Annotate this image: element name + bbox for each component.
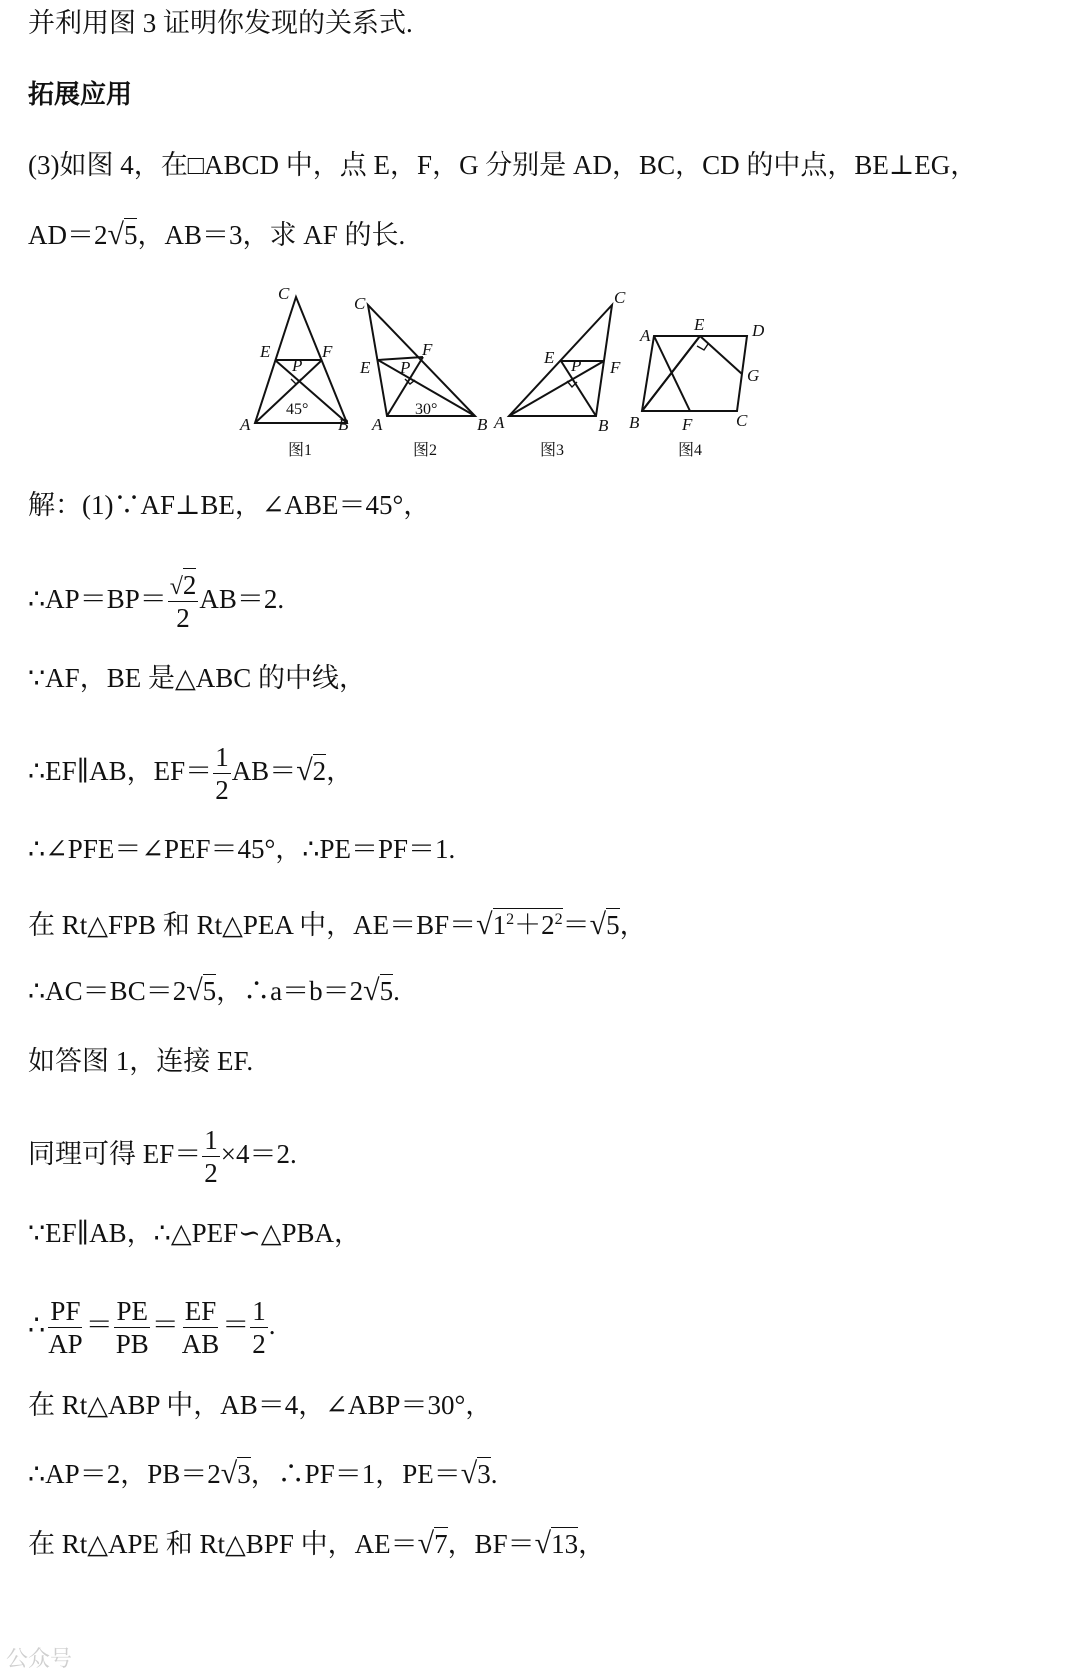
fig4-label-A: A — [640, 326, 651, 345]
fig1-label-E: E — [260, 342, 271, 361]
solution-line-11 — [28, 1298, 276, 1358]
solution-line-2 — [28, 572, 284, 632]
radicand: 5 — [202, 976, 217, 1006]
denominator: AB — [181, 1329, 220, 1359]
text: ， — [578, 1529, 606, 1559]
fig4-label-E: E — [694, 315, 705, 334]
fraction — [180, 1298, 222, 1358]
numerator: EF — [184, 1296, 217, 1326]
text: 在 Rt△FPB 和 Rt△PEA 中，AE＝BF＝ — [28, 910, 477, 940]
radical: √2 — [169, 570, 197, 600]
denominator: AP — [48, 1329, 83, 1359]
fig2-label-E: E — [360, 358, 371, 377]
solution-line-12: 在 Rt△ABP 中，AB＝4，∠ABP＝30°， — [28, 1390, 493, 1420]
text: ， — [619, 910, 647, 940]
question-3-line-1: (3)如图 4，在□ABCD 中，点 E，F，G 分别是 AD，BC，CD 的中点，BE⊥EG， — [28, 150, 978, 180]
fig2-label-P: P — [400, 358, 411, 377]
solution-line-5: ∴∠PFE＝∠PEF＝45°，∴PE＝PF＝1. — [28, 834, 456, 864]
solution-line-7 — [28, 974, 400, 1008]
fig3-label-E: E — [544, 348, 555, 367]
solution-line-6 — [28, 903, 647, 942]
denominator: 2 — [176, 603, 190, 633]
text: ＝ — [222, 1310, 250, 1341]
geometry-figures — [240, 283, 790, 483]
text: ，∴PF＝1，PE＝ — [250, 1459, 461, 1489]
fig1-label-P: P — [292, 356, 303, 375]
radicand: 13 — [551, 1529, 579, 1559]
text: ×4＝2. — [220, 1139, 297, 1170]
section-heading: 拓展应用 — [28, 80, 133, 110]
fig3-label-F: F — [610, 358, 621, 377]
question-3-line-2 — [28, 218, 405, 252]
radicand: 3 — [237, 1459, 251, 1489]
fig3-label-A: A — [494, 413, 505, 432]
numerator: 1 — [204, 1125, 218, 1155]
solution-line-10: ∵EF∥AB，∴△PEF∽△PBA， — [28, 1218, 362, 1248]
text: . — [490, 1459, 498, 1489]
solution-line-9 — [28, 1127, 297, 1187]
text: 在 Rt△APE 和 Rt△BPF 中，AE＝ — [28, 1529, 418, 1559]
radicand: 7 — [434, 1529, 448, 1559]
radicand: 5 — [123, 220, 138, 250]
radicand: 2 — [312, 756, 327, 787]
base: 1 — [492, 910, 507, 940]
numerator: PF — [50, 1296, 81, 1326]
solution-line-1: 解：(1)∵AF⊥BE，∠ABE＝45°， — [28, 490, 431, 520]
radical: $√1^2+2^2$ — [476, 908, 563, 941]
fig4-label-F: F — [682, 415, 693, 434]
fig4-label-D: D — [752, 321, 765, 340]
fig3-label-C: C — [614, 288, 626, 307]
text: ， — [326, 756, 354, 787]
text: ∴AP＝BP＝ — [28, 584, 167, 615]
fig2-label-F: F — [422, 340, 433, 359]
solution-line-4 — [28, 744, 353, 804]
radical: √2 — [296, 754, 327, 788]
fig2-label-A: A — [372, 415, 383, 434]
figure-3 — [509, 305, 612, 416]
fig1-label-A: A — [240, 415, 251, 434]
fig3-caption: 图3 — [540, 442, 565, 459]
numerator: PE — [116, 1296, 148, 1326]
figure-4 — [642, 336, 747, 411]
text: ∴ — [28, 1310, 46, 1341]
text: ＋2 — [514, 910, 555, 940]
text: ∴AP＝2，PB＝2 — [28, 1459, 221, 1489]
numerator: 1 — [215, 742, 229, 772]
text: AB＝2. — [199, 584, 285, 615]
radical: √5 — [363, 974, 394, 1007]
text: . — [268, 1310, 276, 1341]
fig3-label-B: B — [598, 416, 609, 435]
fig1-angle-label: 45° — [286, 401, 309, 418]
radicand — [493, 908, 563, 940]
radical: √5 — [589, 908, 620, 941]
numerator: 1 — [252, 1296, 266, 1326]
solution-line-8: 如答图 1，连接 EF. — [28, 1046, 254, 1076]
fig4-caption: 图4 — [678, 442, 703, 459]
fig1-caption: 图1 — [288, 442, 313, 459]
text: ∴AC＝BC＝2 — [28, 976, 187, 1006]
radical: √3 — [460, 1457, 491, 1490]
radical: √13 — [534, 1527, 579, 1560]
intro-line: 并利用图 3 证明你发现的关系式. — [28, 8, 413, 38]
radical: √5 — [107, 218, 138, 251]
fig1-label-B: B — [338, 415, 349, 434]
fraction — [46, 1298, 85, 1358]
fig1-label-C: C — [278, 284, 290, 303]
fig3-label-P: P — [571, 356, 582, 375]
text: AD＝2 — [28, 220, 108, 250]
fig1-label-F: F — [322, 342, 333, 361]
text: 同理可得 EF＝ — [28, 1139, 202, 1170]
watermark: 公众号 — [6, 1647, 73, 1672]
radicand: 5 — [606, 910, 620, 940]
radicand: 3 — [477, 1459, 491, 1489]
denominator: PB — [115, 1329, 149, 1359]
radical: √5 — [186, 974, 217, 1007]
fig2-label-C: C — [354, 294, 366, 313]
fig2-label-B: B — [477, 415, 488, 434]
text: ＝ — [85, 1310, 113, 1341]
fraction — [250, 1298, 268, 1358]
text: . — [393, 976, 400, 1006]
denominator: 2 — [204, 1158, 218, 1188]
solution-line-14 — [28, 1527, 605, 1561]
radical: √7 — [417, 1527, 448, 1560]
text: ，AB＝3，求 AF 的长. — [137, 220, 406, 250]
radical: √3 — [220, 1457, 251, 1490]
denominator: 2 — [252, 1329, 266, 1359]
fig4-label-C: C — [736, 411, 748, 430]
solution-line-3: ∵AF，BE 是△ABC 的中线， — [28, 663, 366, 693]
text: ，BF＝ — [447, 1529, 535, 1559]
fig2-angle-label: 30° — [415, 401, 438, 418]
text: AB＝ — [231, 756, 297, 787]
fraction — [114, 1298, 151, 1358]
exponent: 2 — [554, 911, 563, 928]
fig4-label-G: G — [747, 366, 760, 385]
radicand: 2 — [182, 570, 197, 600]
fraction — [168, 572, 199, 632]
solution-line-13 — [28, 1457, 497, 1491]
text: ＝ — [562, 910, 590, 940]
fig4-label-B: B — [629, 413, 640, 432]
fraction — [202, 1127, 220, 1187]
fig2-caption: 图2 — [413, 442, 438, 459]
radicand: 5 — [379, 976, 394, 1006]
denominator: 2 — [215, 775, 229, 805]
text: ＝ — [151, 1310, 179, 1341]
figure-2 — [368, 305, 475, 416]
text: ，∴a＝b＝2 — [216, 976, 364, 1006]
exponent: 2 — [506, 911, 515, 928]
fraction — [213, 744, 231, 804]
text: ∴EF∥AB，EF＝ — [28, 756, 213, 787]
